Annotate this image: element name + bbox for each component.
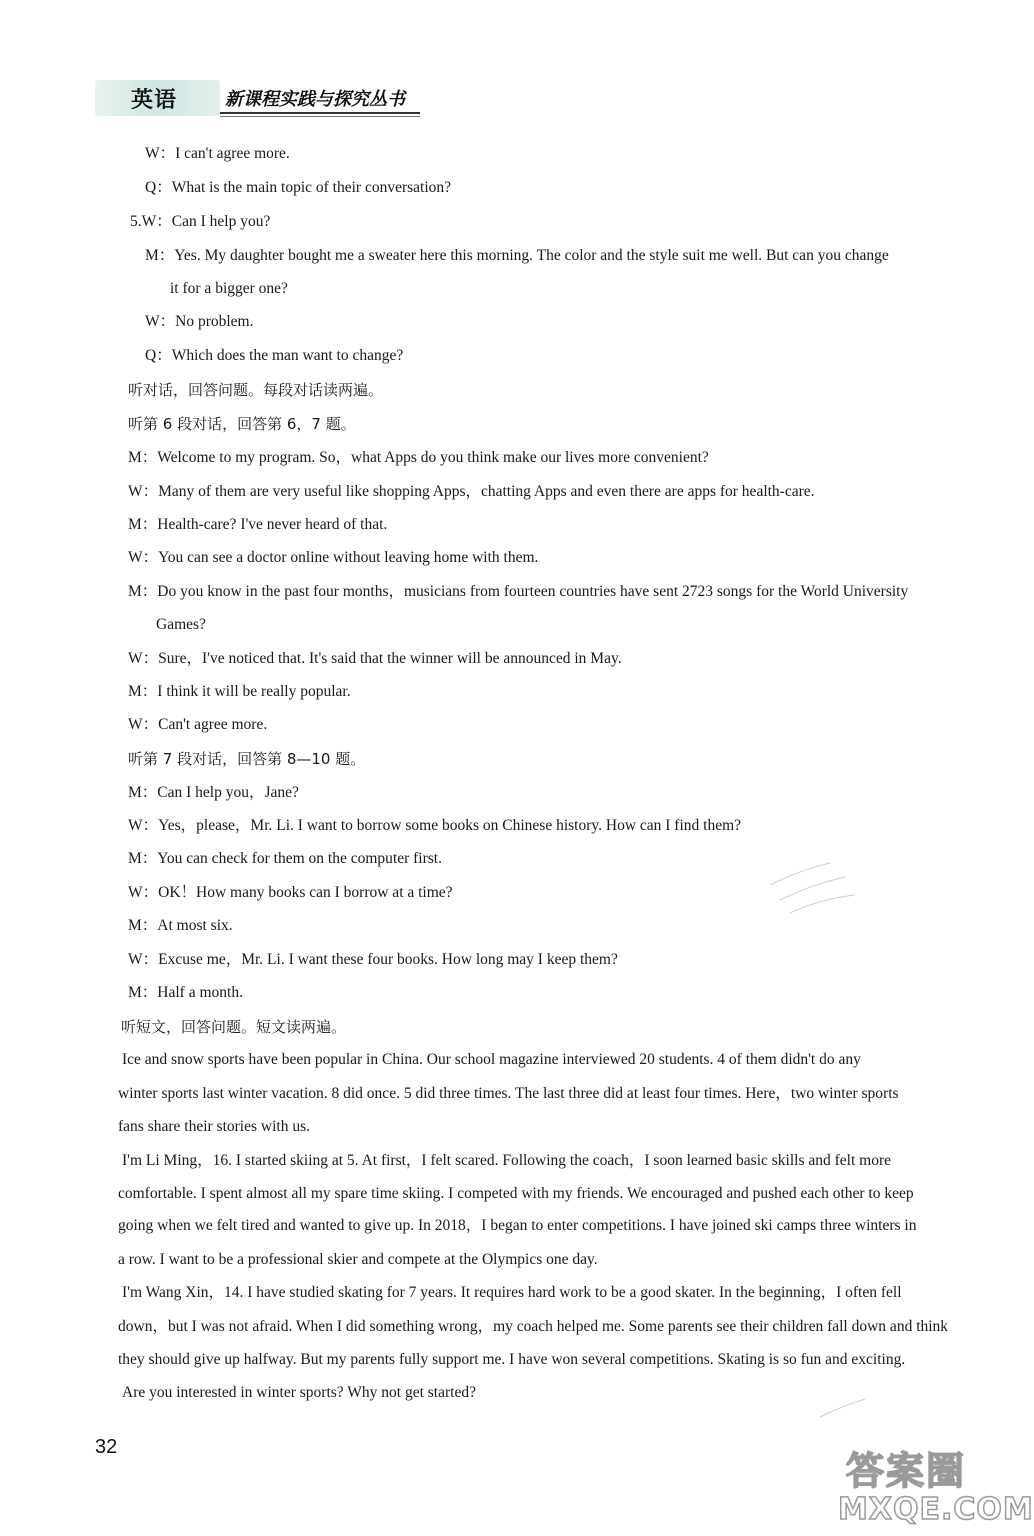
passage-line: winter sports last winter vacation. 8 did once. 5 did three times. The last three did at least four times. Here，two winter sports	[118, 1085, 899, 1102]
section-instruction: 听对话，回答问题。每段对话读两遍。	[128, 381, 384, 399]
dialogue-line: 5.W：Can I help you?	[130, 213, 271, 230]
passage-line: a row. I want to be a professional skier and compete at the Olympics one day.	[118, 1251, 598, 1268]
series-title: 新课程实践与探究丛书	[225, 89, 405, 110]
passage-line: I'm Wang Xin，14. I have studied skating for 7 years. It requires hard work to be a good skater. In the beginning，I often fell	[122, 1284, 902, 1301]
dialogue-line: M：Health-care? I've never heard of that.	[128, 516, 388, 533]
watermark	[838, 1440, 1034, 1530]
dialogue-line: W：Can't agree more.	[128, 716, 268, 733]
section-instruction: 听短文，回答问题。短文读两遍。	[121, 1018, 347, 1036]
dialogue-line: W：No problem.	[145, 313, 254, 330]
passage-line: Are you interested in winter sports? Why not get started?	[122, 1384, 476, 1401]
dialogue-line: M：Welcome to my program. So，what Apps do you think make our lives more convenient?	[128, 449, 709, 466]
dialogue-line: M：You can check for them on the computer first.	[128, 850, 442, 867]
subject-title: 英语	[131, 88, 178, 113]
section-instruction: 听第 7 段对话，回答第 8—10 题。	[128, 750, 366, 768]
question-line: Q：Which does the man want to change?	[145, 347, 404, 364]
page-number: 32	[95, 1436, 118, 1458]
dialogue-line: W：Many of them are very useful like shopping Apps，chatting Apps and even there are apps for health-care.	[128, 483, 815, 500]
dialogue-line: W：You can see a doctor online without leaving home with them.	[128, 549, 539, 566]
passage-line: down，but I was not afraid. When I did something wrong，my coach helped me. Some parents see their children fall down and think	[118, 1318, 949, 1335]
passage-line: comfortable. I spent almost all my spare time skiing. I competed with my friends. We encouraged and pushed each other to keep	[118, 1185, 914, 1202]
passage-line: I'm Li Ming，16. I started skiing at 5. At first，I felt scared. Following the coach，I soon learned basic skills and felt more	[122, 1152, 892, 1169]
dialogue-line: M：Half a month.	[128, 984, 243, 1001]
passage-line: fans share their stories with us.	[118, 1118, 310, 1135]
passage-line: Ice and snow sports have been popular in China. Our school magazine interviewed 20 students. 4 of them didn't do any	[122, 1051, 861, 1068]
watermark-en: MXQE.COM	[838, 1492, 1034, 1527]
dialogue-line: M：Yes. My daughter bought me a sweater here this morning. The color and the style suit me well. But can you change	[145, 247, 889, 264]
section-instruction: 听第 6 段对话，回答第 6，7 题。	[128, 415, 356, 433]
dialogue-line: M：Can I help you，Jane?	[128, 784, 299, 801]
dialogue-line: M：At most six.	[128, 917, 233, 934]
question-line: Q：What is the main topic of their conversation?	[145, 179, 452, 196]
dialogue-line-cont: Games?	[156, 616, 206, 633]
dialogue-line: M：Do you know in the past four months，musicians from fourteen countries have sent 2723 songs for the World University	[128, 583, 909, 600]
pencil-mark	[815, 1395, 875, 1425]
dialogue-line: W：Sure，I've noticed that. It's said that the winner will be announced in May.	[128, 650, 622, 667]
dialogue-line: W：I can't agree more.	[145, 145, 290, 162]
dialogue-line: W：Excuse me，Mr. Li. I want these four books. How long may I keep them?	[128, 951, 618, 968]
dialogue-line: W：Yes，please，Mr. Li. I want to borrow some books on Chinese history. How can I find them?	[128, 817, 742, 834]
dialogue-line: M：I think it will be really popular.	[128, 683, 351, 700]
dialogue-line-cont: it for a bigger one?	[170, 280, 288, 297]
dialogue-line: W：OK！How many books can I borrow at a time?	[128, 884, 453, 901]
passage-line: going when we felt tired and wanted to give up. In 2018，I began to enter competitions. I have joined ski camps three winters in	[118, 1217, 917, 1234]
pencil-mark	[760, 855, 870, 925]
watermark-cn: 答案圈	[846, 1449, 967, 1493]
passage-line: they should give up halfway. But my parents fully support me. I have won several competitions. Skating is so fun and exciting.	[118, 1351, 906, 1368]
